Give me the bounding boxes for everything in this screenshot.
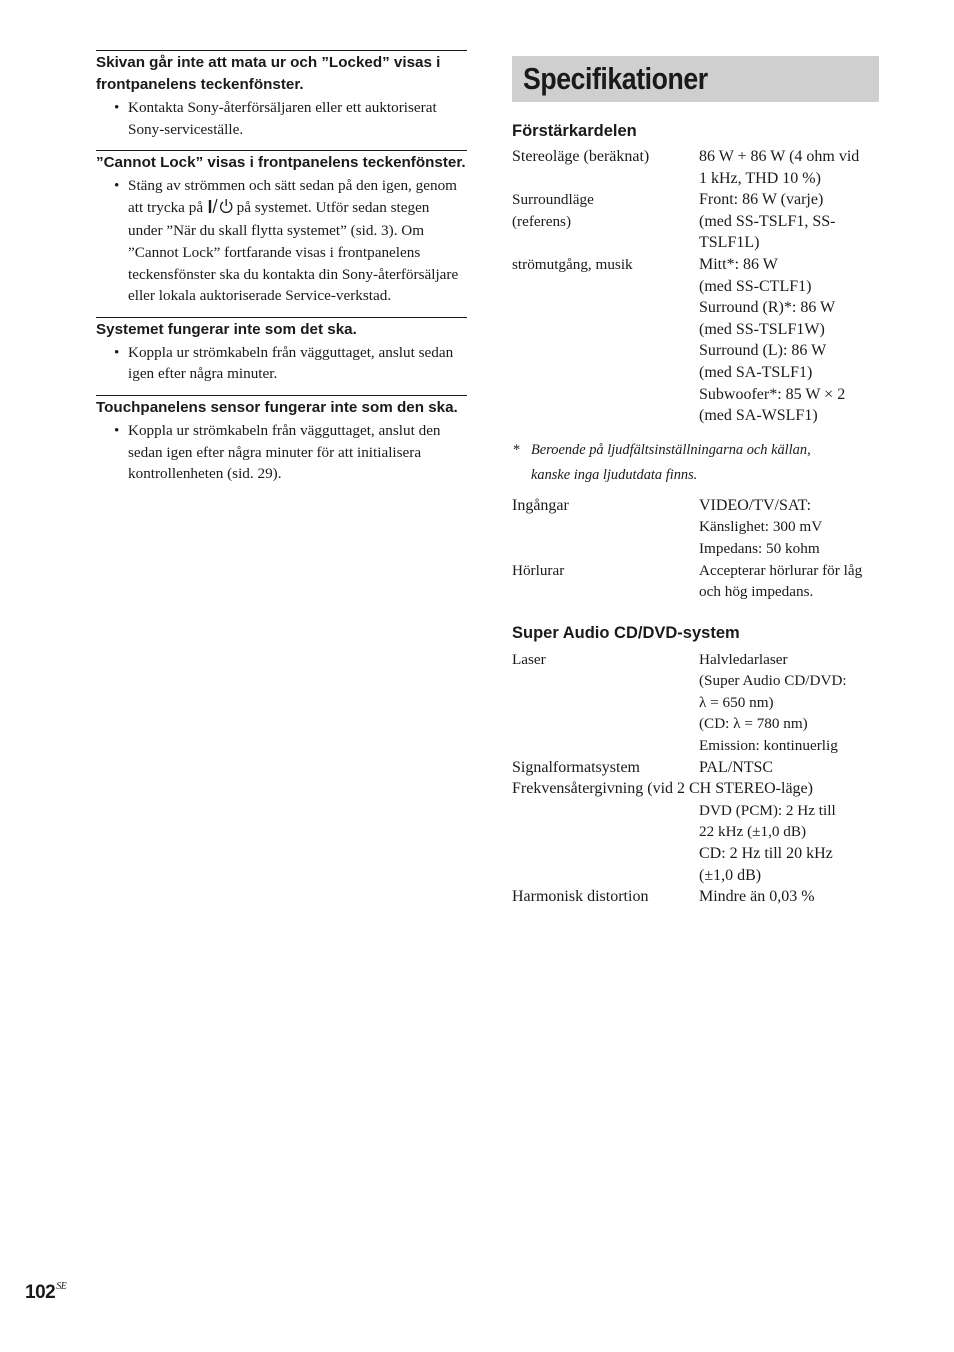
spec-label: Harmonisk distortion: [512, 888, 649, 906]
bullet-text-before-icon: Stäng av strömmen och sätt sedan på den igen, genom att trycka på: [128, 177, 457, 216]
spec-value-line: (med SS-TSLF1, SS-: [699, 212, 836, 230]
troubleshooting-heading: ”Cannot Lock” visas i frontpanelens teckenfönster.: [96, 150, 467, 174]
spec-value-line: 22 kHz (±1,0 dB): [699, 823, 807, 841]
spec-label: Stereoläge (beräknat): [512, 148, 650, 165]
spec-value-line: och hög impedans.: [699, 583, 814, 601]
troubleshooting-heading: Skivan går inte att mata ur och ”Locked” visas i frontpanelens teckenfönster.: [96, 50, 467, 96]
spec-value-line: 1 kHz, THD 10 %): [699, 169, 821, 187]
spec-value: [699, 560, 879, 603]
spec-value-line: Impedans: 50 kohm: [699, 539, 820, 557]
spec-value-line: Mitt*: 86 W: [699, 255, 778, 273]
sacd-heading: Super Audio CD/DVD-system: [512, 623, 740, 642]
bullet-text: Koppla ur strömkabeln från vägguttaget, anslut den sedan igen efter några minuter för att initialisera kontrollenheten (sid. 29).: [128, 421, 441, 483]
spec-value-line: (med SA-TSLF1): [699, 363, 813, 381]
page-number-value: 102: [25, 1282, 56, 1303]
page-number-suffix: SE: [56, 1281, 67, 1292]
spec-value: [699, 649, 879, 757]
spec-value-line: Accepterar hörlurar för låg: [699, 561, 863, 579]
troubleshooting-item: [96, 395, 467, 485]
spec-value: [699, 189, 879, 254]
spec-value-line: Surround (L): 86 W: [699, 342, 827, 360]
spec-row-frequency-values: [512, 800, 879, 886]
spec-row-power-output: [512, 254, 879, 427]
spec-row-distortion: [512, 886, 879, 908]
spec-label: Signalformatsystem: [512, 758, 640, 776]
spec-value-line: (Super Audio CD/DVD:: [699, 672, 847, 690]
troubleshooting-heading: Touchpanelens sensor fungerar inte som den ska.: [96, 395, 467, 419]
spec-value-line: λ = 650 nm): [699, 693, 774, 711]
amplifier-heading: Förstärkardelen: [512, 122, 637, 140]
bullet-dot: •: [114, 99, 120, 116]
specifications-column: [512, 56, 879, 908]
bullet-text-after-icon: på systemet. Utför sedan stegen under ”När du skall flytta systemet” (sid. 3). Om ”Cannot Lock” fortfarande visas i frontpanelens teckensfönster ska du kontakta din Sony-återförsäljare eller lokala auktoriserade Service-verkstad.: [128, 198, 459, 305]
bullet-dot: •: [114, 177, 120, 195]
bullet-text: Koppla ur strömkabeln från vägguttaget, anslut sedan igen efter några minuter.: [128, 343, 454, 383]
spec-value-line: (±1,0 dB): [699, 866, 762, 884]
footnote-line: kanske inga ljudutdata finns.: [531, 466, 698, 483]
spec-row-frequency-response: Frekvensåtergivning (vid 2 CH STEREO-läge): [512, 780, 813, 798]
spec-value-line: Subwoofer*: 85 W × 2: [699, 385, 846, 403]
troubleshooting-bullet: [96, 342, 467, 385]
spec-value-line: (med SS-TSLF1W): [699, 320, 825, 338]
spec-row-inputs: [512, 495, 879, 560]
spec-label-line: (referens): [512, 212, 572, 230]
spec-value-line: Front: 86 W (varje): [699, 191, 824, 209]
spec-label: Laser: [512, 650, 546, 668]
spec-value: [699, 495, 879, 560]
spec-label: strömutgång, musik: [512, 255, 633, 273]
troubleshooting-item: [96, 50, 467, 140]
troubleshooting-column: [96, 50, 467, 495]
spec-value-line: Surround (R)*: 86 W: [699, 299, 836, 317]
spec-value-line: (CD: λ = 780 nm): [699, 715, 808, 733]
footnote-line: Beroende på ljudfältsinställningarna och källan,: [531, 441, 811, 458]
spec-row-surround: [512, 189, 879, 254]
spec-value-line: VIDEO/TV/SAT:: [699, 496, 812, 514]
bullet-text: Kontakta Sony-återförsäljaren eller ett auktoriserat Sony-serviceställe.: [128, 99, 437, 138]
spec-row-stereo: [512, 146, 879, 189]
footnote: [512, 438, 879, 488]
page-number: [25, 1281, 66, 1304]
spec-value-line: Emission: kontinuerlig: [699, 737, 838, 755]
spec-value-line: DVD (PCM): 2 Hz till: [699, 801, 836, 819]
spec-label-line: Surroundläge: [512, 191, 594, 209]
spec-label: [512, 189, 699, 254]
power-icon: [207, 198, 233, 221]
spec-value: [699, 800, 879, 886]
spec-label: Hörlurar: [512, 561, 565, 579]
bullet-dot: •: [114, 421, 120, 439]
spec-value-line: Halvledarlaser: [699, 650, 788, 668]
spec-value: Mindre än 0,03 %: [699, 888, 815, 906]
spec-value-line: Känslighet: 300 mV: [699, 518, 823, 536]
troubleshooting-bullet: [96, 420, 467, 485]
spec-label: Ingångar: [512, 496, 569, 514]
spec-row-headphones: [512, 560, 879, 603]
spec-value-line: 86 W + 86 W (4 ohm vid: [699, 148, 860, 165]
troubleshooting-bullet: [96, 175, 467, 307]
spec-value-line: (med SS-CTLF1): [699, 277, 812, 295]
footnote-marker: *: [513, 441, 521, 458]
spec-row-signal-format: [512, 757, 879, 779]
troubleshooting-bullet: [96, 97, 467, 140]
spec-value: [699, 146, 879, 189]
troubleshooting-item: [96, 150, 467, 307]
spec-value-line: TSLF1L): [699, 234, 760, 252]
section-title-box: [512, 56, 879, 102]
spec-value: [699, 254, 879, 427]
spec-value: PAL/NTSC: [699, 758, 774, 776]
troubleshooting-heading: Systemet fungerar inte som det ska.: [96, 317, 467, 341]
bullet-dot: •: [114, 343, 120, 361]
spec-row-laser: [512, 649, 879, 757]
page-title: Specifikationer: [523, 61, 708, 96]
spec-value-line: (med SA-WSLF1): [699, 407, 818, 425]
spec-label-empty: [512, 800, 699, 886]
spec-value-line: CD: 2 Hz till 20 kHz: [699, 845, 833, 863]
troubleshooting-item: [96, 317, 467, 385]
